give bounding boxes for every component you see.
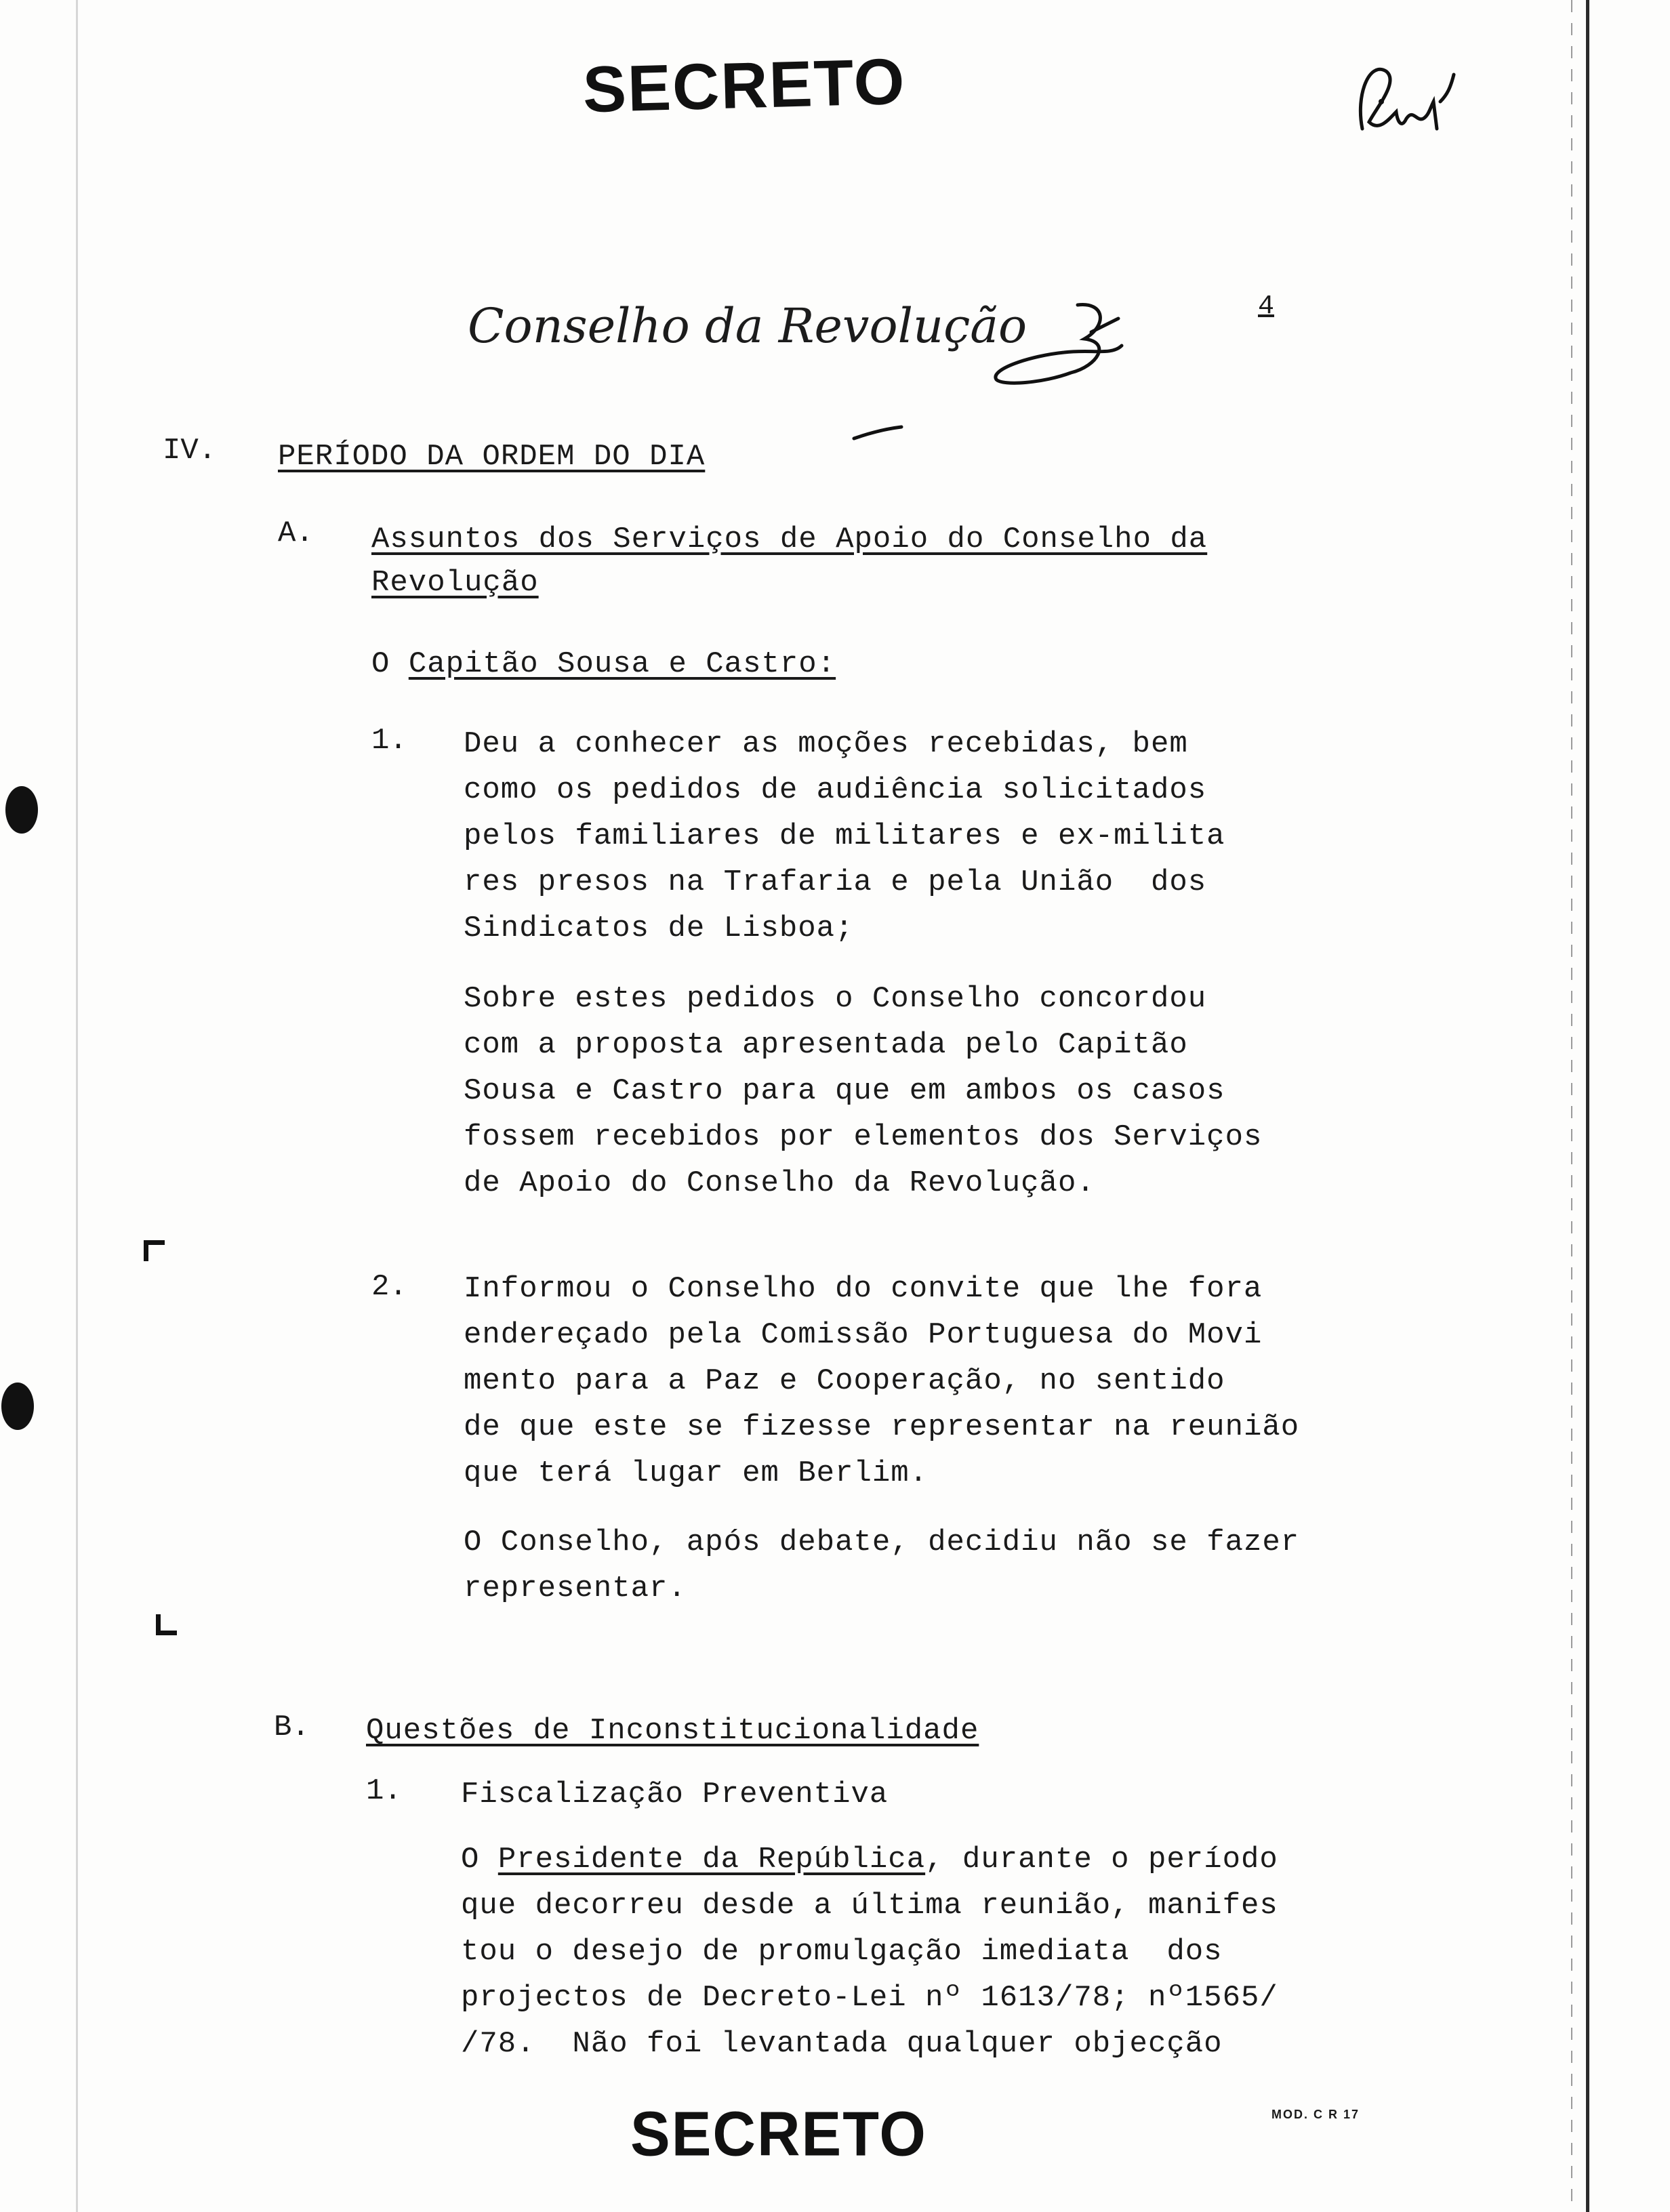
speaker-name: Capitão Sousa e Castro: bbox=[408, 647, 836, 681]
punch-hole-icon bbox=[1, 1382, 34, 1430]
para-first-rest: , durante o período bbox=[925, 1843, 1278, 1877]
item-a1-p2-line: fossem recebidos por elementos dos Serviços bbox=[464, 1120, 1263, 1154]
item-a2-line: mento para a Paz e Cooperação, no sentido bbox=[464, 1364, 1225, 1398]
item-a2-line: endereçado pela Comissão Portuguesa do Movi bbox=[464, 1318, 1263, 1352]
item-b1-first-line bbox=[461, 1837, 1278, 1883]
section-iv-title: PERÍODO DA ORDEM DO DIA bbox=[278, 440, 706, 474]
item-b1-line: projectos de Decreto-Lei nº 1613/78; nº1565/ bbox=[461, 1981, 1278, 2015]
item-a1-paragraph2 bbox=[464, 976, 1262, 1206]
form-code: MOD. C R 17 bbox=[1271, 2108, 1360, 2121]
item-a2-p2-line: representar. bbox=[464, 1572, 687, 1605]
item-b1-line: tou o desejo de promulgação imediata dos bbox=[461, 1935, 1223, 1969]
item-a2-label: 2. bbox=[371, 1270, 407, 1304]
council-title: Conselho da Revolução bbox=[468, 298, 1027, 354]
item-a1-p2-line: Sousa e Castro para que em ambos os casos bbox=[464, 1074, 1225, 1108]
section-b-label: B. bbox=[274, 1711, 310, 1744]
secret-stamp-top: SECRETO bbox=[582, 45, 907, 127]
item-a2-line: Informou o Conselho do convite que lhe fora bbox=[464, 1272, 1263, 1306]
item-a1-p2-line: com a proposta apresentada pelo Capitão bbox=[464, 1028, 1188, 1062]
page-number: 4 bbox=[1258, 291, 1275, 322]
item-a1-line: pelos familiares de militares e ex-milita bbox=[464, 819, 1225, 853]
punch-hole-icon bbox=[5, 786, 38, 834]
scan-left-edge bbox=[76, 0, 78, 2212]
corner-mark-icon bbox=[156, 1614, 177, 1635]
item-b1-label: 1. bbox=[366, 1774, 402, 1808]
item-b1-line: que decorreu desde a última reunião, manifes bbox=[461, 1889, 1278, 1923]
item-a1-p2-line: Sobre estes pedidos o Conselho concordou bbox=[464, 982, 1207, 1016]
corner-mark-icon bbox=[144, 1240, 165, 1261]
president-subject: Presidente da República bbox=[497, 1843, 926, 1877]
handwritten-initials-icon bbox=[1349, 54, 1464, 156]
section-iv-label: IV. bbox=[163, 434, 217, 468]
item-b1-line: /78. Não foi levantada qualquer objecção bbox=[461, 2027, 1223, 2061]
pen-stroke-icon bbox=[851, 424, 905, 444]
item-a2-line: que terá lugar em Berlim. bbox=[464, 1456, 929, 1490]
item-a1-line: res presos na Trafaria e pela União dos bbox=[464, 865, 1207, 899]
item-b1-paragraph bbox=[461, 1837, 1278, 2067]
item-a1-line: como os pedidos de audiência solicitados bbox=[464, 773, 1207, 807]
section-a-speaker-line bbox=[371, 641, 836, 687]
para-prefix: O bbox=[461, 1843, 498, 1877]
item-a2-line: de que este se fizesse representar na reunião bbox=[464, 1410, 1300, 1444]
section-a-label: A. bbox=[278, 516, 314, 550]
item-a1-line: Deu a conhecer as moções recebidas, bem bbox=[464, 727, 1188, 761]
scan-right-edge bbox=[1586, 0, 1589, 2212]
item-a1-line: Sindicatos de Lisboa; bbox=[464, 912, 854, 945]
item-a1-p2-line: de Apoio do Conselho da Revolução. bbox=[464, 1166, 1095, 1200]
item-a2-paragraph bbox=[464, 1266, 1299, 1496]
item-b1-title: Fiscalização Preventiva bbox=[461, 1778, 889, 1811]
item-a1-label: 1. bbox=[371, 724, 407, 758]
item-a2-paragraph2 bbox=[464, 1519, 1299, 1612]
secret-stamp-bottom: SECRETO bbox=[630, 2098, 927, 2169]
item-a1-paragraph bbox=[464, 721, 1225, 951]
item-a2-p2-line: O Conselho, após debate, decidiu não se fazer bbox=[464, 1525, 1300, 1559]
signature-flourish-icon bbox=[990, 291, 1139, 407]
scan-right-dashes bbox=[1571, 0, 1572, 2212]
section-a-title-line2: Revolução bbox=[371, 566, 539, 600]
speaker-prefix: O bbox=[371, 647, 409, 681]
section-a-title-line1: Assuntos dos Serviços de Apoio do Conselho da bbox=[371, 523, 1208, 556]
section-b-title: Questões de Inconstitucionalidade bbox=[366, 1714, 979, 1748]
